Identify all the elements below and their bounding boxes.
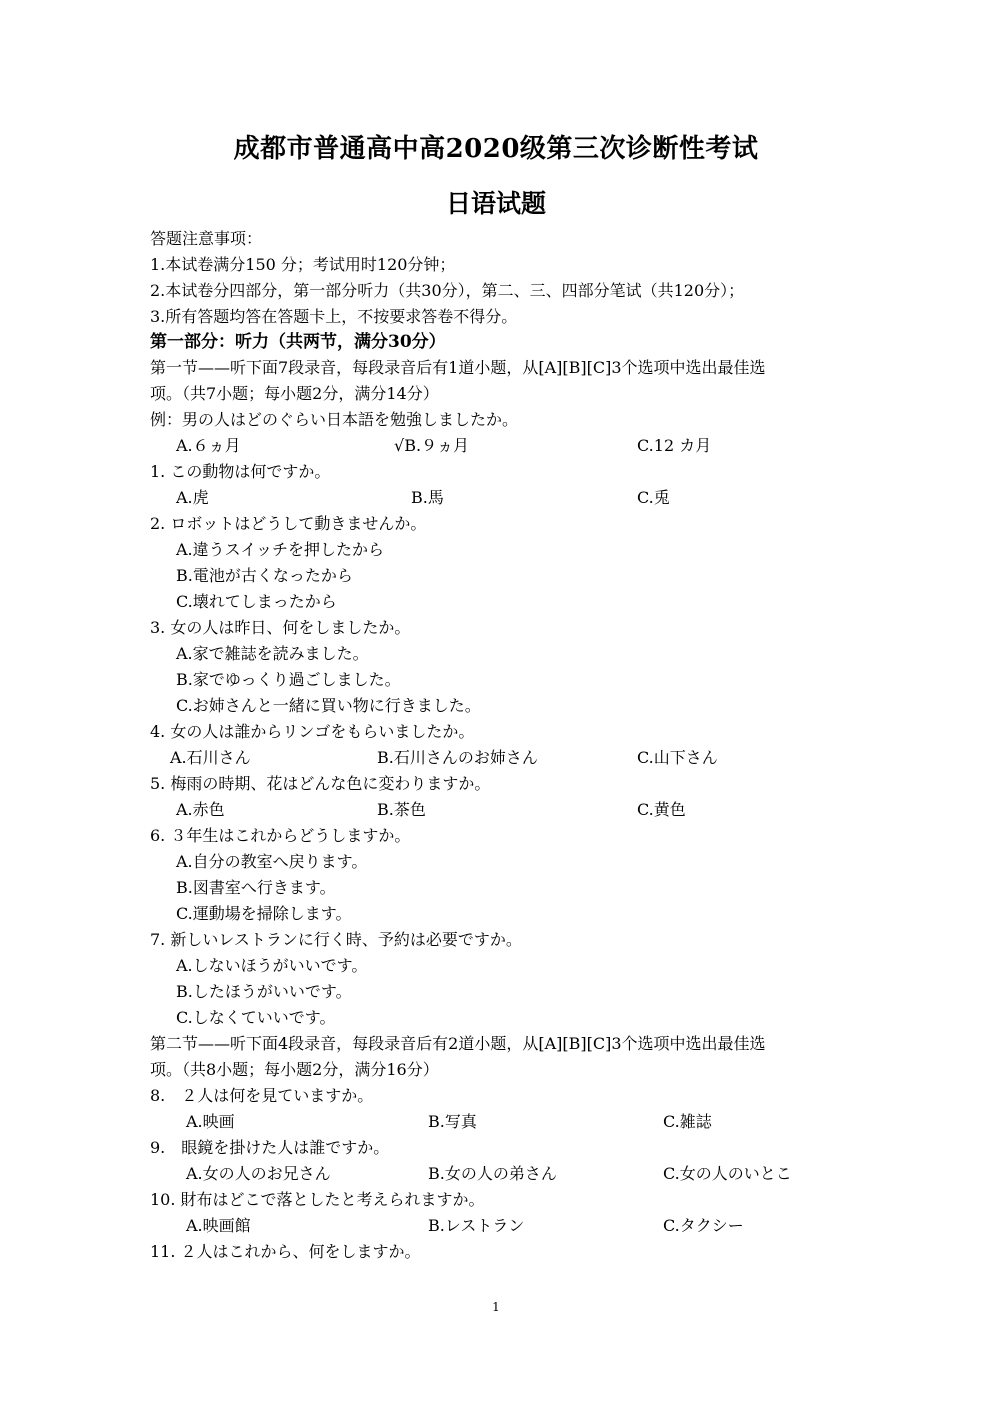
page-number: 1 — [492, 1300, 500, 1314]
question-10: 10. 財布はどこで落としたと考えられますか。 — [150, 1190, 485, 1209]
q2-option-b: B.電池が古くなったから — [176, 566, 353, 585]
question-9: 9. 眼鏡を掛けた人は誰ですか。 — [150, 1138, 390, 1157]
q6-option-a: A.自分の教室へ戻ります。 — [176, 852, 368, 871]
notes-item-1: 1.本试卷满分150 分；考试用时120分钟； — [150, 255, 456, 274]
part1-heading: 第一部分：听力（共两节，满分30分） — [150, 332, 446, 352]
section1-instruction-line1: 第一节——听下面7段录音，每段录音后有1道小题，从[A][B][C]3个选项中选出最佳选 — [150, 358, 766, 377]
q9-option-c: C.女の人のいとこ — [663, 1164, 792, 1183]
q9-option-a: A.女の人のお兄さん — [186, 1164, 331, 1183]
q4-option-a: A.石川さん — [170, 748, 251, 767]
example-question: 例：男の人はどのぐらい日本語を勉強しましたか。 — [150, 410, 519, 429]
q10-option-b: B.レストラン — [428, 1216, 525, 1235]
q3-option-a: A.家で雑誌を読みました。 — [176, 644, 369, 663]
q3-option-b: B.家でゆっくり過ごしました。 — [176, 670, 401, 689]
question-7: 7. 新しいレストランに行く時、予約は必要ですか。 — [150, 930, 522, 949]
q7-option-b: B.したほうがいいです。 — [176, 982, 352, 1001]
section2-instruction-line2: 项。（共8小题；每小题2分，满分16分） — [150, 1060, 439, 1079]
q4-option-c: C.山下さん — [637, 748, 718, 767]
q4-option-b: B.石川さんのお姉さん — [377, 748, 538, 767]
exam-title: 成都市普通高中高2020级第三次诊断性考试 — [233, 134, 759, 164]
section1-instruction-line2: 项。（共7小题；每小题2分，满分14分） — [150, 384, 439, 403]
q5-option-a: A.赤色 — [176, 800, 225, 819]
notes-item-3: 3.所有答题均答在答题卡上，不按要求答卷不得分。 — [150, 307, 518, 326]
question-5: 5. 梅雨の時期、花はどんな色に変わりますか。 — [150, 774, 491, 793]
q5-option-c: C.黄色 — [637, 800, 686, 819]
example-option-a: A.６ヵ月 — [176, 436, 241, 455]
example-option-b: √B.９ヵ月 — [394, 436, 470, 455]
question-1: 1. この動物は何ですか。 — [150, 462, 331, 481]
question-8: 8. ２人は何を見ていますか。 — [150, 1086, 374, 1105]
q6-option-c: C.運動場を掃除します。 — [176, 904, 352, 923]
notes-item-2: 2.本试卷分四部分，第一部分听力（共30分），第二、三、四部分笔试（共120分）； — [150, 281, 745, 300]
section2-instruction-line1: 第二节——听下面4段录音，每段录音后有2道小题，从[A][B][C]3个选项中选出最佳选 — [150, 1034, 766, 1053]
question-2: 2. ロボットはどうして動きませんか。 — [150, 514, 427, 533]
q9-option-b: B.女の人の弟さん — [428, 1164, 557, 1183]
q1-option-a: A.虎 — [176, 488, 209, 507]
q6-option-b: B.図書室へ行きます。 — [176, 878, 336, 897]
question-11: 11. ２人はこれから、何をしますか。 — [150, 1242, 421, 1261]
q5-option-b: B.茶色 — [377, 800, 426, 819]
q10-option-a: A.映画館 — [186, 1216, 251, 1235]
notes-heading: 答题注意事项： — [150, 229, 263, 248]
q10-option-c: C.タクシー — [663, 1216, 744, 1235]
q8-option-c: C.雑誌 — [663, 1112, 712, 1131]
q2-option-a: A.違うスイッチを押したから — [176, 540, 385, 559]
question-6: 6. ３年生はこれからどうしますか。 — [150, 826, 411, 845]
exam-subtitle: 日语试题 — [445, 189, 546, 218]
question-4: 4. 女の人は誰からリンゴをもらいましたか。 — [150, 722, 475, 741]
q8-option-b: B.写真 — [428, 1112, 477, 1131]
q7-option-c: C.しなくていいです。 — [176, 1008, 336, 1027]
q1-option-c: C.兎 — [637, 488, 670, 507]
question-3: 3. 女の人は昨日、何をしましたか。 — [150, 618, 411, 637]
q7-option-a: A.しないほうがいいです。 — [176, 956, 368, 975]
q1-option-b: B.馬 — [411, 488, 444, 507]
example-option-c: C.12 カ月 — [637, 436, 712, 455]
q8-option-a: A.映画 — [186, 1112, 235, 1131]
q2-option-c: C.壊れてしまったから — [176, 592, 337, 611]
q3-option-c: C.お姉さんと一緒に買い物に行きました。 — [176, 696, 481, 715]
